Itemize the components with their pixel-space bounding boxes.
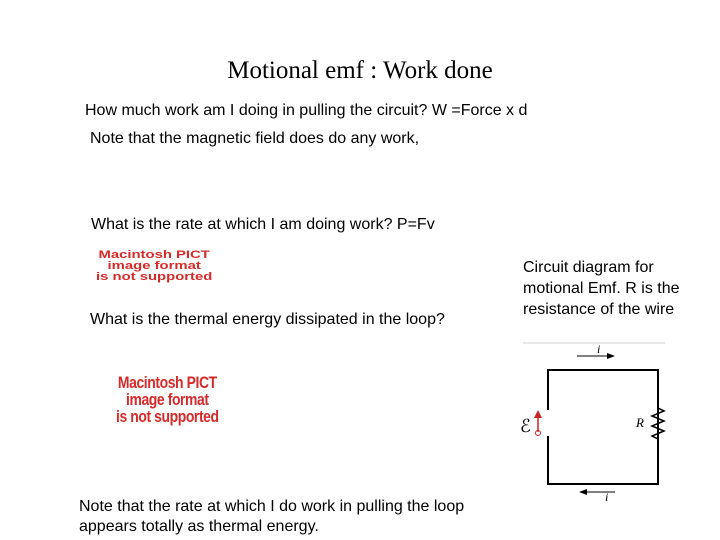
current-label-top: i — [597, 342, 601, 356]
emf-symbol: ℰ — [520, 416, 531, 436]
work-question: How much work am I doing in pulling the circuit? W =Force x d — [85, 102, 528, 119]
conclusion-note: Note that the rate at which I do work in pulling the loop appears totally as thermal energy. — [79, 498, 465, 535]
pict-line: is not supported — [96, 271, 213, 283]
current-arrowhead-top — [607, 353, 615, 359]
pict-placeholder-small — [96, 250, 212, 283]
magnetic-field-note: Note that the magnetic field does do any work, — [90, 130, 420, 147]
pict-line: Macintosh PICT — [98, 249, 210, 261]
emf-gap — [543, 410, 553, 436]
resistor-label: R — [636, 415, 644, 430]
current-label-bottom: i — [605, 490, 609, 504]
rate-question: What is the rate at which I am doing work? P=Fv — [91, 216, 435, 233]
current-arrowhead-bottom — [579, 489, 587, 495]
pict-line: image format — [126, 390, 209, 409]
pict-line: Macintosh PICT — [117, 373, 217, 392]
pict-placeholder-large — [116, 374, 219, 425]
slide-title: Motional emf : Work done — [227, 57, 493, 84]
circuit-diagram — [515, 338, 675, 508]
pict-line: image format — [107, 260, 201, 272]
thermal-question: What is the thermal energy dissipated in the loop? — [90, 311, 445, 328]
circuit-caption: Circuit diagram for motional Emf. R is the resistance of the wire — [523, 259, 680, 318]
emf-arrowhead — [534, 410, 542, 418]
pict-line: is not supported — [116, 407, 219, 426]
